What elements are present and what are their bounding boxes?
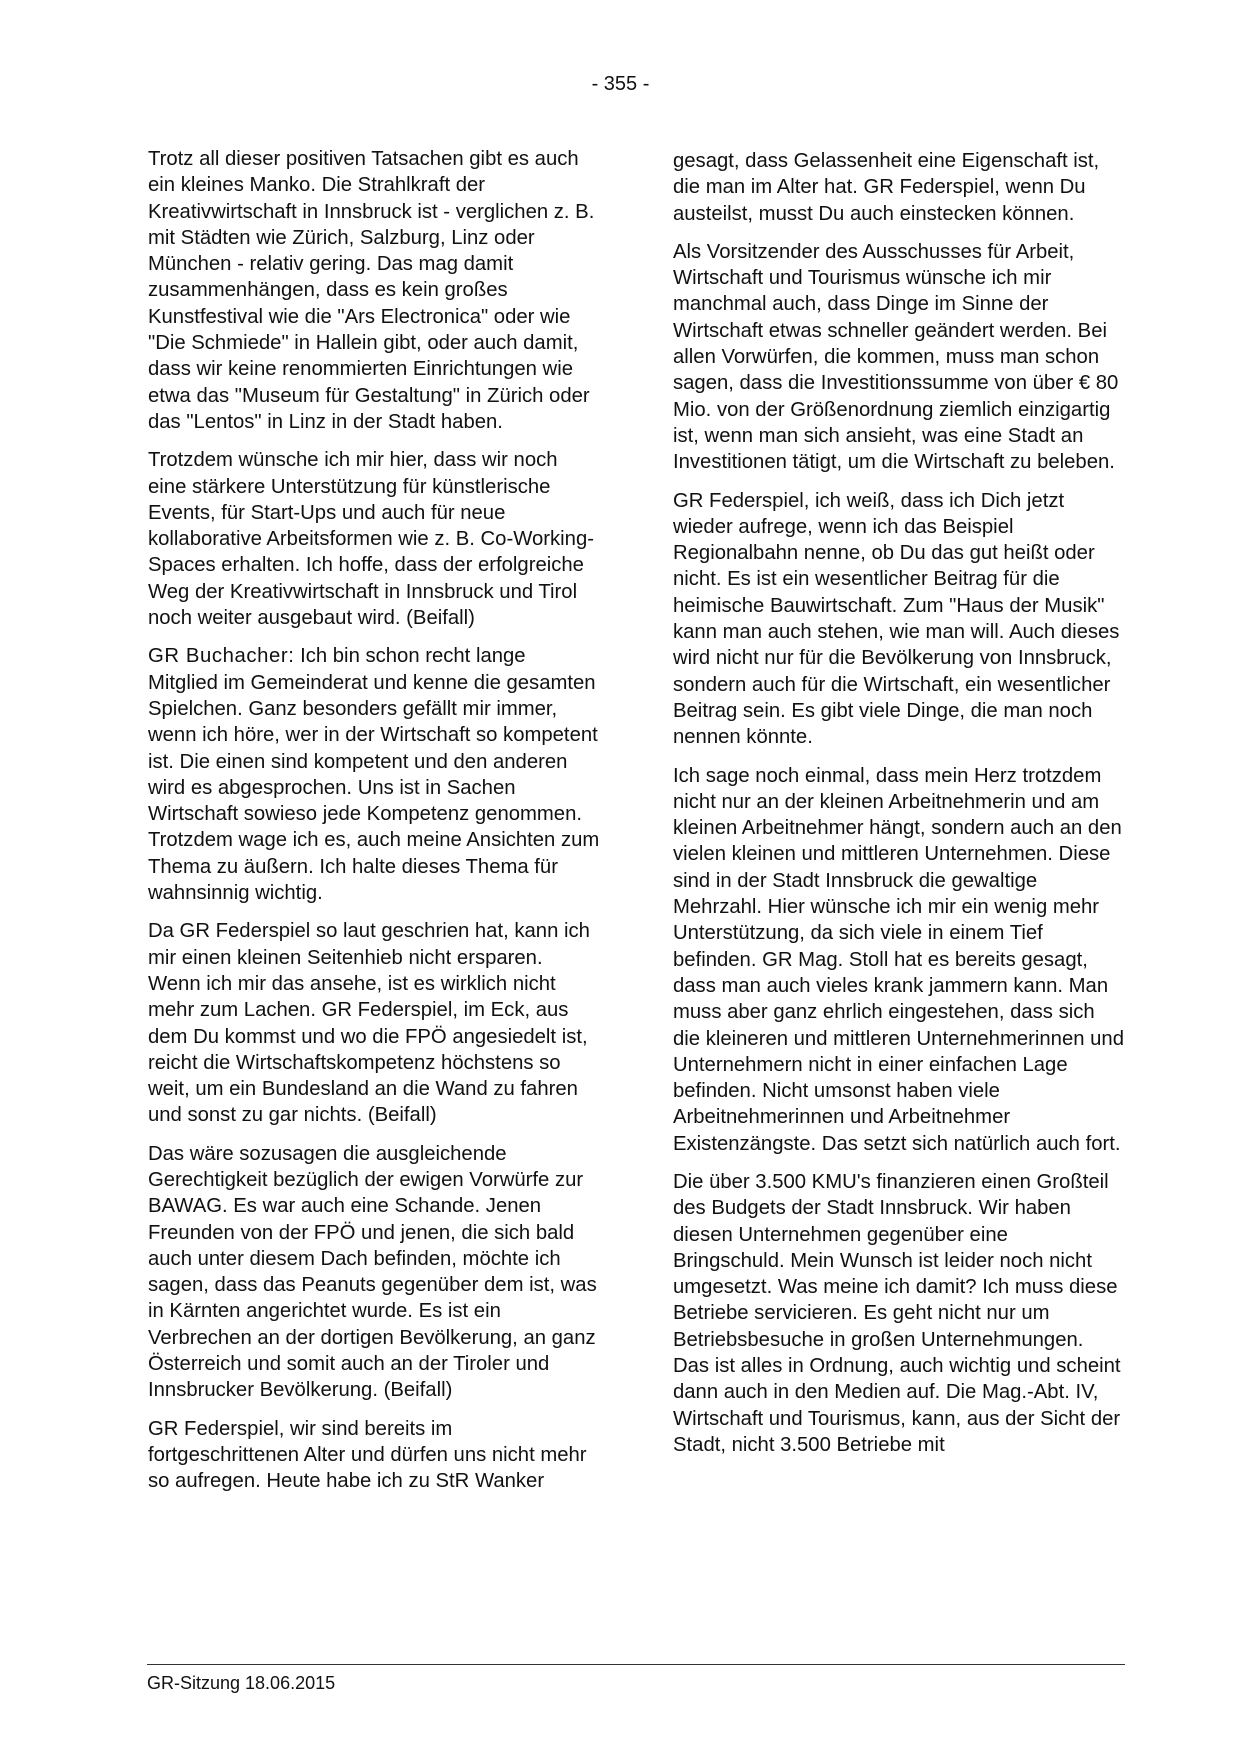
paragraph: GR Federspiel, ich weiß, dass ich Dich jetzt wieder aufrege, wenn ich das Beispiel Regionalbahn nenne, ob Du das gut heißt oder nicht. Es ist ein wesentlicher Beitrag für die heimische Bauwirtschaft. Zum "Haus der Musik" kann man auch stehen, wie man will. Auch dieses wird nicht nur für die Bevölkerung von Innsbruck, sondern auch für die Wirtschaft, ein wesentlicher Beitrag sein. Es gibt viele Dinge, die man noch nennen könnte. <box>673 489 1120 749</box>
paragraph: GR Federspiel, wir sind bereits im fortgeschrittenen Alter und dürfen uns nicht mehr so aufregen. Heute habe ich zu StR Wanker <box>148 1417 587 1493</box>
page-number: - 355 - <box>591 73 650 95</box>
paragraph-text: Ich bin schon recht lange Mitglied im Gemeinderat und kenne die gesamten Spielchen. Ganz besonders gefällt mir immer, wenn ich höre, wer in der Wirtschaft so kompetent ist. Die einen sind kompetent und den anderen wird es abgesprochen. Uns ist in Sachen Wirtschaft sowieso jede Kompetenz genommen. Trotzdem wage ich es, auch meine Ansichten zum Thema zu äußern. Ich halte dieses Thema für wahnsinnig wichtig. <box>148 645 600 905</box>
paragraph: Ich sage noch einmal, dass mein Herz trotzdem nicht nur an der kleinen Arbeitnehmerin und am kleinen Arbeitnehmer hängt, sondern auch an den vielen kleinen und mittleren Unternehmen. Diese sind in der Stadt Innsbruck die gewaltige Mehrzahl. Hier wünsche ich mir ein wenig mehr Unterstützung, da sich viele in einem Tief befinden. GR Mag. Stoll hat es bereits gesagt, dass man auch vieles krank jammern kann. Man muss aber ganz ehrlich eingestehen, dass sich die kleineren und mittleren Unternehmerinnen und Unternehmern nicht in einer einfachen Lage befinden. Nicht umsonst haben viele Arbeitnehmerinnen und Arbeitnehmer Existenzängste. Das setzt sich natürlich auch fort. <box>673 764 1124 1155</box>
paragraph: Das wäre sozusagen die ausgleichende Gerechtigkeit bezüglich der ewigen Vorwürfe zur BAWAG. Es war auch eine Schande. Jenen Freunden von der FPÖ und jenen, die sich bald auch unter diesem Dach befinden, möchte ich sagen, dass das Peanuts gegenüber dem ist, was in Kärnten angerichtet wurde. Es ist ein Verbrechen an der dortigen Bevölkerung, an ganz Österreich und somit auch an der Tiroler und Innsbrucker Bevölkerung. (Beifall) <box>148 1142 597 1402</box>
footer-session-date: GR-Sitzung 18.06.2015 <box>147 1673 336 1693</box>
left-column <box>148 146 600 1507</box>
paragraph: Als Vorsitzender des Ausschusses für Arbeit, Wirtschaft und Tourismus wünsche ich mir manchmal auch, dass Dinge im Sinne der Wirtschaft etwas schneller geändert werden. Bei allen Vorwürfen, die kommen, muss man schon sagen, dass die Investitionssumme von über € 80 Mio. von der Größenordnung ziemlich einzigartig ist, wenn man sich ansieht, was eine Stadt an Investitionen tätigt, um die Wirtschaft zu beleben. <box>673 240 1119 474</box>
paragraph: Da GR Federspiel so laut geschrien hat, kann ich mir einen kleinen Seitenhieb nicht ersparen. Wenn ich mir das ansehe, ist es wirklich nicht mehr zum Lachen. GR Federspiel, im Eck, aus dem Du kommst und wo die FPÖ angesiedelt ist, reicht die Wirtschaftskompetenz höchstens so weit, um ein Bundesland an die Wand zu fahren und sonst zu gar nichts. (Beifall) <box>148 920 590 1127</box>
footer-divider <box>147 1664 1125 1665</box>
paragraph: gesagt, dass Gelassenheit eine Eigenschaft ist, die man im Alter hat. GR Federspiel, wenn Du austeilst, musst Du auch einstecken können. <box>673 150 1100 225</box>
paragraph <box>148 643 600 906</box>
paragraph: Trotz all dieser positiven Tatsachen gibt es auch ein kleines Manko. Die Strahlkraft der Kreativwirtschaft in Innsbruck ist - verglichen z. B. mit Städten wie Zürich, Salzburg, Linz oder München - relativ gering. Das mag damit zusammenhängen, dass es kein großes Kunstfestival wie die "Ars Electronica" oder wie "Die Schmiede" in Hallein gibt, oder auch damit, dass wir keine renommierten Einrichtungen wie etwa das "Museum für Gestaltung" in Zürich oder das "Lentos" in Linz in der Stadt haben. <box>148 148 595 433</box>
paragraph: Die über 3.500 KMU's finanzieren einen Großteil des Budgets der Stadt Innsbruck. Wir haben diesen Unternehmen gegenüber eine Bringschuld. Mein Wunsch ist leider noch nicht umgesetzt. Was meine ich damit? Ich muss diese Betriebe servicieren. Es geht nicht nur um Betriebsbesuche in großen Unternehmungen. Das ist alles in Ordnung, auch wichtig und scheint dann auch in den Medien auf. Die Mag.-Abt. IV, Wirtschaft und Tourismus, kann, aus der Sicht der Stadt, nicht 3.500 Betriebe mit <box>673 1170 1121 1456</box>
right-column <box>673 148 1125 1470</box>
paragraph: Trotzdem wünsche ich mir hier, dass wir noch eine stärkere Unterstützung für künstlerische Events, für Start-Ups und auch für neue kollaborative Arbeitsformen wie z. B. Co-Working-Spaces erhalten. Ich hoffe, dass der erfolgreiche Weg der Kreativwirtschaft in Innsbruck und Tirol noch weiter ausgebaut wird. (Beifall) <box>148 449 594 630</box>
speaker-name: GR Buchacher: <box>148 645 295 668</box>
